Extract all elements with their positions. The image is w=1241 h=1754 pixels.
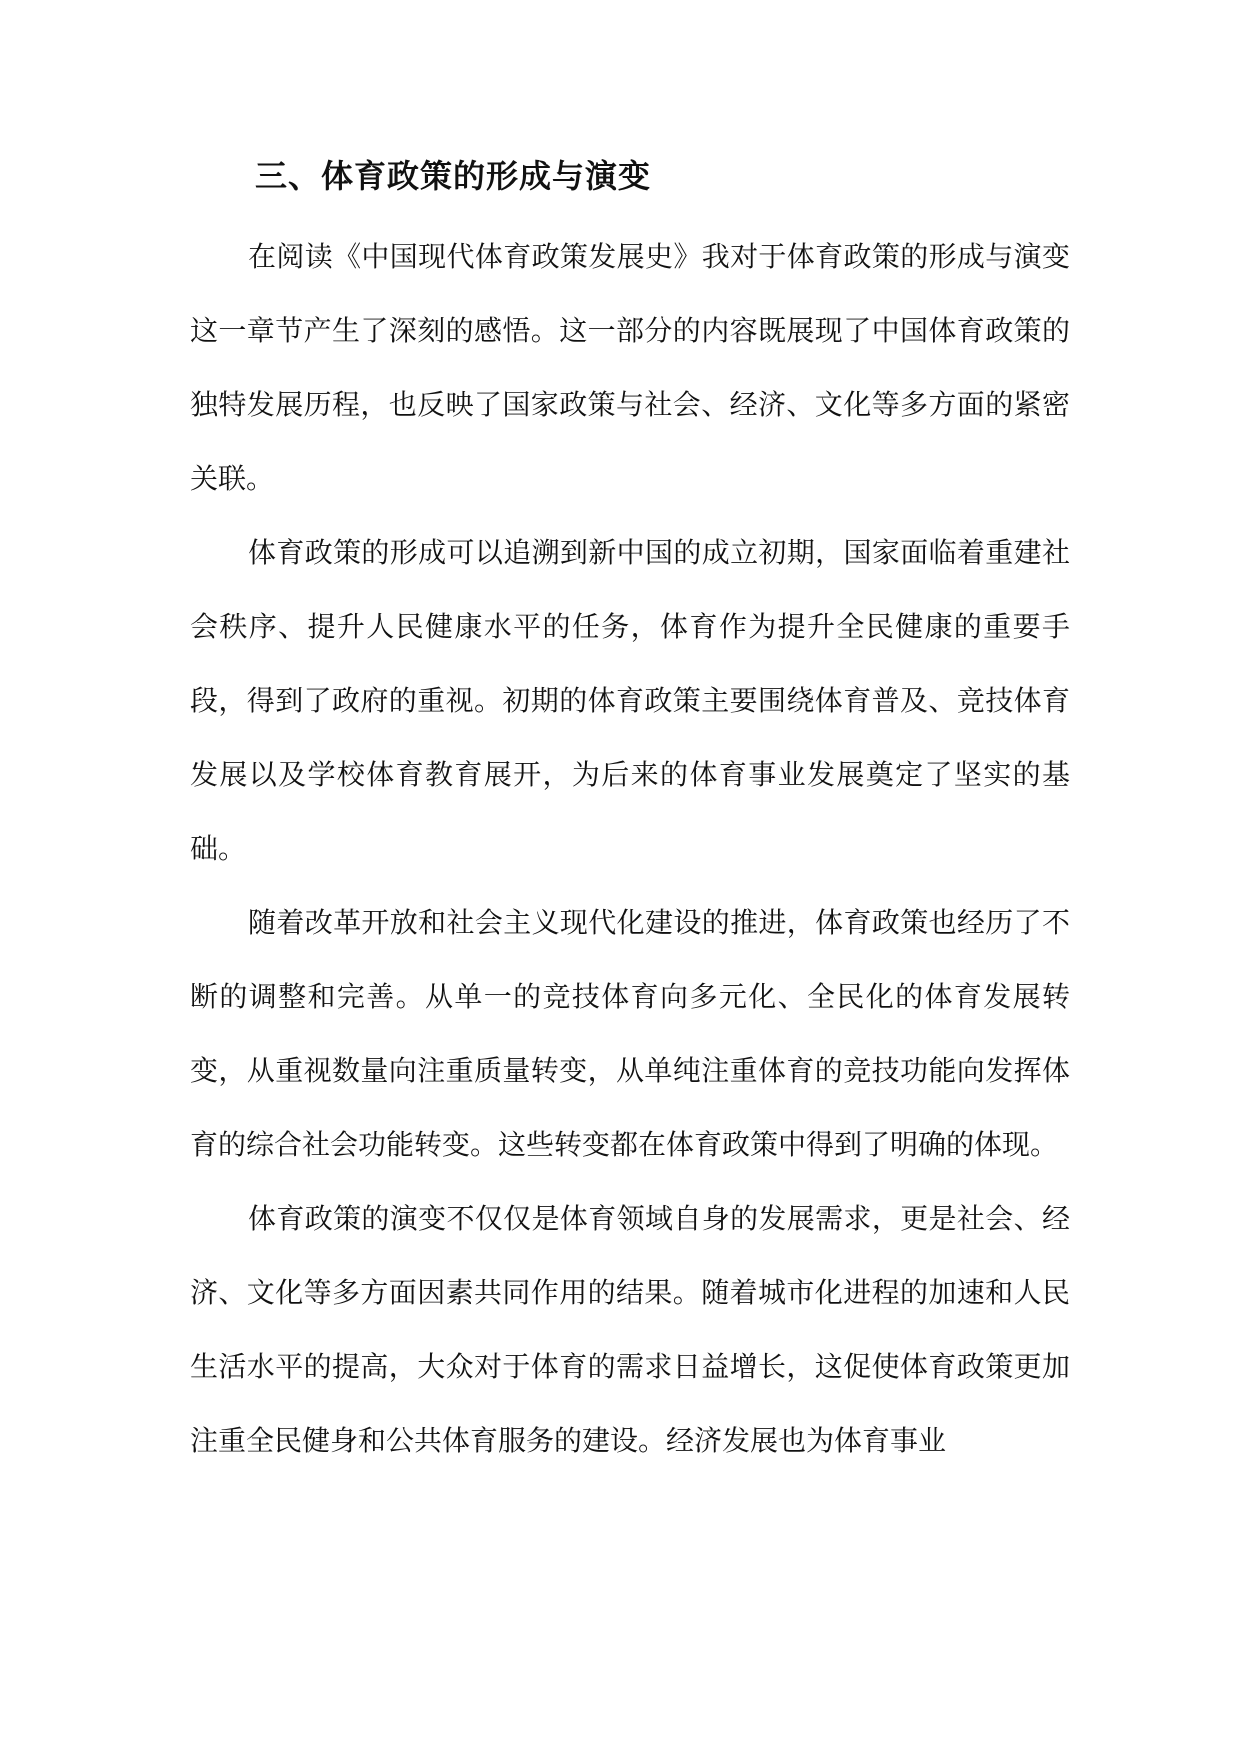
section-heading: 三、体育政策的形成与演变 bbox=[255, 157, 652, 195]
paragraph-2: 体育政策的形成可以追溯到新中国的成立初期，国家面临着重建社会秩序、提升人民健康水平的任务，体育作为提升全民健康的重要手段，得到了政府的重视。初期的体育政策主要围绕体育普及、竞技体育发展以及学校体育教育展开，为后来的体育事业发展奠定了坚实的基础。 bbox=[190, 536, 1070, 865]
paragraph-4: 体育政策的演变不仅仅是体育领域自身的发展需求，更是社会、经济、文化等多方面因素共同作用的结果。随着城市化进程的加速和人民生活水平的提高，大众对于体育的需求日益增长，这促使体育政策更加注重全民健身和公共体育服务的建设。经济发展也为体育事业 bbox=[190, 1202, 1070, 1457]
paragraph-3: 随着改革开放和社会主义现代化建设的推进，体育政策也经历了不断的调整和完善。从单一的竞技体育向多元化、全民化的体育发展转变，从重视数量向注重质量转变，从单纯注重体育的竞技功能向发挥体育的综合社会功能转变。这些转变都在体育政策中得到了明确的体现。 bbox=[190, 906, 1070, 1161]
body-text bbox=[190, 220, 1070, 1478]
paragraph-1: 在阅读《中国现代体育政策发展史》我对于体育政策的形成与演变这一章节产生了深刻的感悟。这一部分的内容既展现了中国体育政策的独特发展历程，也反映了国家政策与社会、经济、文化等多方面的紧密关联。 bbox=[190, 240, 1070, 495]
